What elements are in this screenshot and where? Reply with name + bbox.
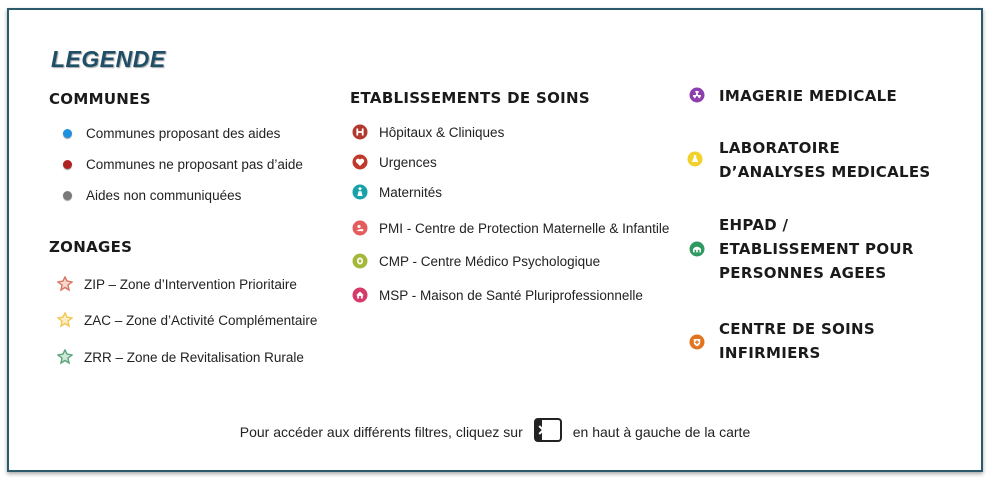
laboratoire-label: LABORATOIRE D’ANALYSES MEDICALES [719, 139, 931, 181]
footer-hint [9, 417, 981, 446]
legend-item-maternites [352, 182, 442, 202]
legend-item-zip [57, 274, 297, 294]
legend-label: CMP - Centre Médico Psychologique [379, 253, 601, 269]
legend-label: Urgences [379, 154, 437, 170]
house-icon [352, 287, 368, 303]
legend-title: LEGENDE [51, 46, 166, 72]
legend-label: MSP - Maison de Santé Pluriprofessionnelle [379, 287, 643, 303]
legend-label: PMI - Centre de Protection Maternelle & Infantile [379, 220, 670, 236]
legend-panel [7, 8, 983, 472]
legend-label: Communes ne proposant pas d’aide [86, 156, 303, 172]
baby-icon [352, 220, 368, 236]
legend-label: ZAC – Zone d’Activité Complémentaire [84, 312, 318, 328]
hospital-icon [352, 124, 368, 140]
legend-label: Communes proposant des aides [86, 125, 281, 141]
zac-star-icon [57, 312, 73, 328]
etablissements-heading: ETABLISSEMENTS DE SOINS [350, 89, 590, 107]
radiation-icon [689, 87, 705, 103]
legend-label: Hôpitaux & Cliniques [379, 124, 505, 140]
legend-label: ZRR – Zone de Revitalisation Rurale [84, 349, 304, 365]
legend-item-cmp [352, 251, 600, 271]
legend-item-communes-aides [59, 123, 280, 143]
footer-text-after: en haut à gauche de la carte [572, 423, 751, 440]
legend-item-msp [352, 285, 643, 305]
nurse-shield-icon [689, 334, 705, 350]
legend-item-zrr [57, 347, 304, 367]
legend-label: Aides non communiquées [86, 187, 242, 203]
ehpad-label: EHPAD / ETABLISSEMENT POUR PERSONNES AGEES [719, 216, 914, 282]
legend-item-hopitaux [352, 122, 504, 142]
communes-heading: COMMUNES [49, 90, 151, 108]
legend-item-zac [57, 310, 317, 330]
filter-panel-icon [533, 417, 563, 446]
legend-item-pmi [352, 218, 669, 238]
red-dot-icon [63, 160, 72, 169]
imagerie-medicale-label: IMAGERIE MEDICALE [719, 87, 898, 105]
legend-label: ZIP – Zone d’Intervention Prioritaire [84, 276, 297, 292]
mother-child-icon [352, 184, 368, 200]
legend-item-aides-non-communiquees [59, 185, 241, 205]
flask-icon [687, 151, 703, 167]
footer-text-before: Pour accéder aux différents filtres, cliquez sur [239, 423, 523, 440]
zrr-star-icon [57, 349, 73, 365]
brain-icon [352, 253, 368, 269]
elderly-home-icon [689, 241, 705, 257]
legend-label: Maternités [379, 184, 443, 200]
heart-icon [352, 154, 368, 170]
grey-dot-icon [63, 191, 72, 200]
zip-star-icon [57, 276, 73, 292]
legend-item-urgences [352, 152, 437, 172]
zonages-heading: ZONAGES [49, 238, 133, 256]
centre-soins-label: CENTRE DE SOINS INFIRMIERS [719, 320, 875, 362]
legend-item-communes-sans-aide [59, 154, 303, 174]
blue-dot-icon [63, 129, 72, 138]
